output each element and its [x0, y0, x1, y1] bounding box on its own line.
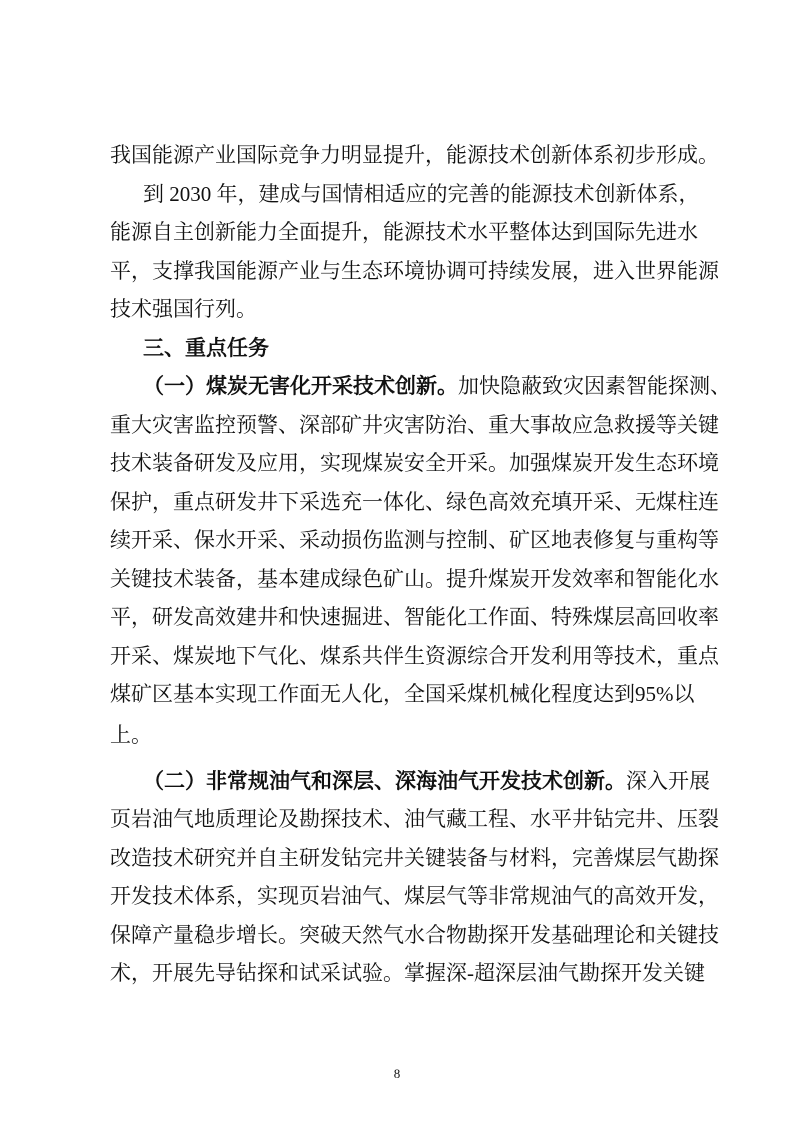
task-title: （二）非常规油气和深层、深海油气开发技术创新。 — [143, 769, 626, 793]
paragraph-line: 平，研发高效建井和快速掘进、智能化工作面、特殊煤层高回收率 — [110, 605, 719, 629]
paragraph-text: 加快隐蔽致灾因素智能探测、 — [458, 374, 731, 398]
paragraph-line: 上。 — [110, 723, 152, 747]
paragraph-line: 开采、煤炭地下气化、煤系共伴生资源综合开发利用等技术，重点 — [110, 644, 719, 668]
paragraph-line: 技术装备研发及应用，实现煤炭安全开采。加强煤炭开发生态环境 — [110, 451, 719, 475]
paragraph-text: 深入开展 — [626, 769, 710, 793]
section-heading: 三、重点任务 — [143, 336, 269, 360]
paragraph-line: 到 2030 年，建成与国情相适应的完善的能源技术创新体系， — [143, 182, 700, 206]
paragraph-line — [143, 371, 731, 401]
paragraph-line: 续开采、保水开采、采动损伤监测与控制、矿区地表修复与重构等 — [110, 528, 719, 552]
paragraph-line: 术，开展先导钻探和试采试验。掌握深-超深层油气勘探开发关键 — [110, 961, 705, 985]
paragraph-line: 改造技术研究并自主研发钻完井关键装备与材料，完善煤层气勘探 — [110, 846, 719, 870]
paragraph-line: 开发技术体系，实现页岩油气、煤层气等非常规油气的高效开发， — [110, 884, 719, 908]
paragraph-line: 保护，重点研发井下采选充一体化、绿色高效充填开采、无煤柱连 — [110, 490, 719, 514]
paragraph-line: 页岩油气地质理论及勘探技术、油气藏工程、水平井钻完井、压裂 — [110, 807, 719, 831]
paragraph-line: 关键技术装备，基本建成绿色矿山。提升煤炭开发效率和智能化水 — [110, 567, 719, 591]
paragraph-line: 保障产量稳步增长。突破天然气水合物勘探开发基础理论和关键技 — [110, 923, 719, 947]
paragraph-line — [143, 766, 710, 796]
paragraph-line: 重大灾害监控预警、深部矿井灾害防治、重大事故应急救援等关键 — [110, 413, 719, 437]
paragraph-line: 我国能源产业国际竞争力明显提升，能源技术创新体系初步形成。 — [110, 143, 719, 167]
paragraph-line: 能源自主创新能力全面提升，能源技术水平整体达到国际先进水 — [110, 220, 698, 244]
paragraph-line: 技术强国行列。 — [110, 297, 257, 321]
paragraph-line: 平，支撑我国能源产业与生态环境协调可持续发展，进入世界能源 — [110, 259, 719, 283]
paragraph-line: 煤矿区基本实现工作面无人化，全国采煤机械化程度达到95%以 — [110, 682, 695, 706]
task-title: （一）煤炭无害化开采技术创新。 — [143, 374, 458, 398]
page-number: 8 — [393, 1066, 401, 1081]
